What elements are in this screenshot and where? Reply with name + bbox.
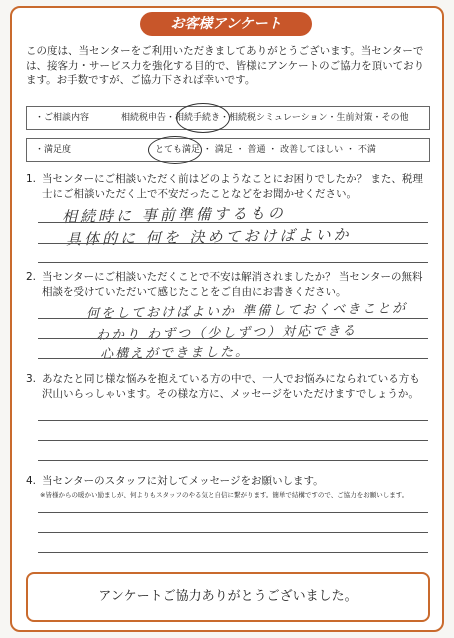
q3-answer-rule (38, 420, 428, 421)
q4-answer-rule (38, 552, 428, 553)
consult-selection-circle (176, 103, 230, 133)
question-3-text: あなたと同じ様な悩みを抱えている方の中で、一人でお悩みになられている方も沢山いらっしゃいます。その様な方に、メッセージをいただけますでしょうか。 (42, 373, 420, 400)
q2-answer-rule (38, 338, 428, 339)
q1-answer-line-1: 相続時に 事前準備するもの (61, 204, 286, 226)
consult-label: ・ご相談内容 (35, 113, 90, 123)
q1-answer-rule (38, 222, 428, 223)
survey-title: お客様アンケート (140, 12, 312, 36)
question-3-number: 3. (26, 373, 37, 385)
q4-answer-rule (38, 512, 428, 513)
question-4-text: 当センターのスタッフに対してメッセージをお願いします。 (42, 475, 324, 487)
q4-note: ※皆様からの暖かい励ましが、何よりもスタッフのやる気と自信に繋がります。簡単で結構ですので、ご協力をお願いします。 (40, 491, 409, 499)
question-2-text: 当センターにご相談いただくことで不安は解消されましたか？ 当センターの無料相談を受けていただいて感じたことをご自由にお書きください。 (42, 271, 423, 298)
question-1-text: 当センターにご相談いただく前はどのようなことにお困りでしたか？ また、税理士にご相談いただく上で不安だったことなどをお聞かせください。 (42, 173, 423, 200)
footer-thanks: アンケートご協力ありがとうございました。 (26, 572, 430, 622)
satisfaction-box (26, 138, 430, 162)
q1-answer-line-2: 具体的に 何を 決めておけばよいか (65, 225, 352, 249)
q2-answer-line-1: 何をしておけばよいか 準備しておくべきことが (85, 301, 408, 322)
q2-answer-rule (38, 358, 428, 359)
satisfaction-options: とても満足 ・ 満足 ・ 普通 ・ 改善してほしい ・ 不満 (155, 145, 376, 155)
q4-answer-rule (38, 532, 428, 533)
satisfaction-selection-circle (148, 136, 202, 164)
q3-answer-rule (38, 460, 428, 461)
question-1-number: 1. (26, 173, 37, 185)
q1-answer-rule (38, 262, 428, 263)
consult-options: 相続税申告・相続手続き・相続税シミュレーション・生前対策・その他 (121, 113, 409, 123)
question-2-number: 2. (26, 271, 37, 283)
q2-answer-line-2: わかり わずつ（少しずつ）対応できる (95, 323, 358, 344)
q2-answer-rule (38, 318, 428, 319)
intro-text: この度は、当センターをご利用いただきましてありがとうございます。当センターでは、接客力・サービス力を強化する目的で、皆様にアンケートのご協力を頂いております。お手数ですが、ご協力下されば幸いです。 (26, 45, 425, 86)
q2-answer-line-3: 心構えができました。 (99, 344, 251, 363)
q3-answer-rule (38, 440, 428, 441)
q1-answer-rule (38, 243, 428, 244)
question-4-number: 4. (26, 475, 37, 487)
satisfaction-label: ・満足度 (35, 145, 72, 155)
